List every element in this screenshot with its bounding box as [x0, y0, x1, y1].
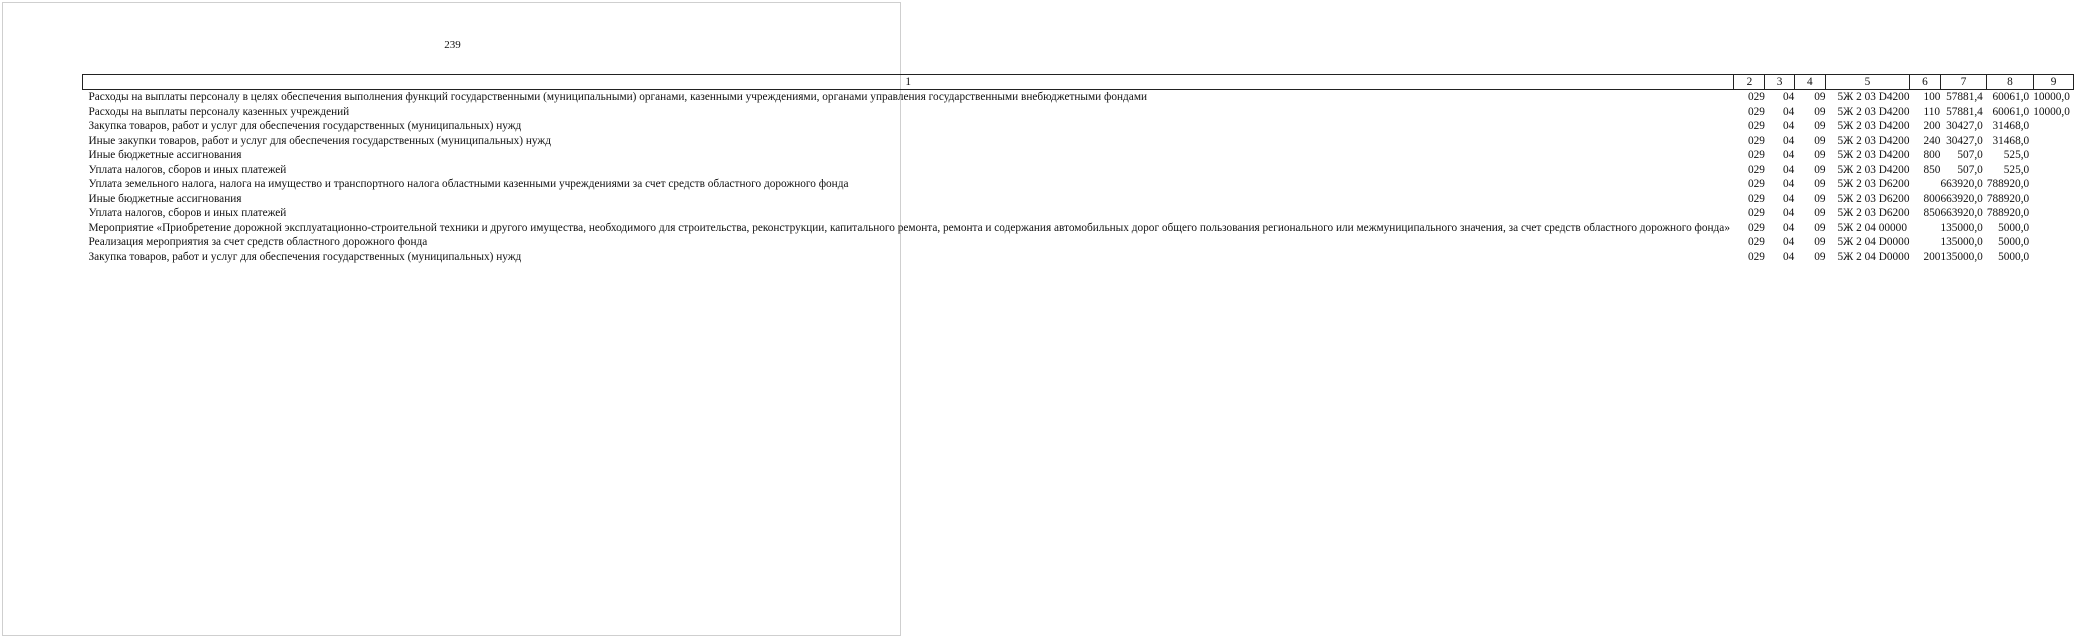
admin-code: 029 — [1747, 163, 1765, 176]
header-cell: 8 — [1987, 75, 2033, 90]
amount-year-1: 663920,0 — [1940, 178, 1983, 190]
table-header-row — [83, 75, 2074, 90]
header-cell: 1 — [83, 75, 1734, 90]
target-article-code: 5Ж 2 04 00000 — [1837, 221, 1907, 234]
admin-code: 029 — [1747, 134, 1765, 147]
admin-code: 029 — [1747, 120, 1765, 132]
expense-type-code: 850 — [1923, 163, 1941, 176]
amount-year-2: 5000,0 — [1998, 236, 2030, 248]
table-row — [83, 206, 2074, 221]
section-code: 04 — [1782, 120, 1795, 132]
amount-year-3 — [2033, 148, 2074, 163]
table-row — [83, 119, 2074, 134]
section-code: 04 — [1782, 105, 1795, 118]
row-description: Расходы на выплаты персоналу в целях обеспечения выполнения функций государственными (муниципальными) органами, казенными учреждениями, органами управления государственными внебюджетными фондами — [88, 91, 1148, 103]
header-cell: 7 — [1940, 75, 1986, 90]
amount-year-3 — [2033, 192, 2074, 207]
amount-year-3 — [2033, 177, 2074, 192]
subsection-code: 09 — [1814, 91, 1826, 103]
table-row — [83, 148, 2074, 163]
target-article-code: 5Ж 2 03 D4200 — [1837, 134, 1910, 147]
amount-year-1: 663920,0 — [1940, 207, 1983, 219]
section-code: 04 — [1782, 236, 1795, 248]
section-code: 04 — [1782, 192, 1795, 205]
section-code: 04 — [1782, 91, 1795, 103]
section-code: 04 — [1782, 149, 1795, 161]
expense-type-code — [1909, 235, 1940, 250]
target-article-code: 5Ж 2 03 D4200 — [1837, 120, 1910, 132]
target-article-code: 5Ж 2 03 D6200 — [1837, 207, 1910, 219]
amount-year-1: 507,0 — [1957, 163, 1983, 176]
target-article-code: 5Ж 2 04 D0000 — [1837, 250, 1910, 263]
admin-code: 029 — [1747, 149, 1765, 161]
amount-year-3 — [2033, 221, 2074, 236]
expense-type-code — [1909, 177, 1940, 192]
table-row — [83, 192, 2074, 207]
amount-year-1: 135000,0 — [1940, 221, 1983, 234]
subsection-code: 09 — [1814, 221, 1826, 234]
row-description: Закупка товаров, работ и услуг для обеспечения государственных (муниципальных) нужд — [88, 120, 522, 132]
row-description: Уплата налогов, сборов и иных платежей — [88, 207, 287, 219]
section-code: 04 — [1782, 163, 1795, 176]
row-description: Иные бюджетные ассигнования — [88, 149, 242, 161]
admin-code: 029 — [1747, 236, 1765, 248]
amount-year-3 — [2033, 235, 2074, 250]
subsection-code: 09 — [1814, 236, 1826, 248]
header-cell: 9 — [2033, 75, 2074, 90]
section-code: 04 — [1782, 207, 1795, 219]
header-cell: 5 — [1826, 75, 1910, 90]
target-article-code: 5Ж 2 03 D6200 — [1837, 178, 1910, 190]
amount-year-3 — [2033, 134, 2074, 149]
subsection-code: 09 — [1814, 192, 1826, 205]
amount-year-2: 525,0 — [2003, 163, 2030, 176]
amount-year-2: 60061,0 — [1992, 91, 2030, 103]
amount-year-1: 663920,0 — [1940, 192, 1983, 205]
header-cell: 4 — [1794, 75, 1825, 90]
target-article-code: 5Ж 2 03 D4200 — [1837, 91, 1910, 103]
amount-year-2: 31468,0 — [1992, 120, 2030, 132]
table-row — [83, 90, 2074, 105]
subsection-code: 09 — [1814, 178, 1826, 190]
target-article-code: 5Ж 2 04 D0000 — [1837, 236, 1910, 248]
admin-code: 029 — [1747, 105, 1765, 118]
expense-type-code: 800 — [1923, 149, 1941, 161]
admin-code: 029 — [1747, 91, 1765, 103]
amount-year-2: 5000,0 — [1998, 250, 2030, 263]
subsection-code: 09 — [1814, 134, 1826, 147]
subsection-code: 09 — [1814, 207, 1826, 219]
amount-year-3: 10000,0 — [2033, 91, 2070, 103]
admin-code: 029 — [1747, 221, 1765, 234]
amount-year-1: 57881,4 — [1946, 91, 1983, 103]
admin-code: 029 — [1747, 250, 1765, 263]
expense-type-code: 240 — [1923, 134, 1941, 147]
section-code: 04 — [1782, 221, 1795, 234]
table-row — [83, 221, 2074, 236]
row-description: Расходы на выплаты персоналу казенных учреждений — [88, 105, 350, 118]
target-article-code: 5Ж 2 03 D4200 — [1837, 163, 1910, 176]
amount-year-1: 57881,4 — [1946, 105, 1983, 118]
amount-year-2: 788920,0 — [1986, 178, 2030, 190]
section-code: 04 — [1782, 134, 1795, 147]
section-code: 04 — [1782, 250, 1795, 263]
target-article-code: 5Ж 2 03 D6200 — [1837, 192, 1910, 205]
row-description: Реализация мероприятия за счет средств областного дорожного фонда — [88, 236, 428, 248]
amount-year-1: 30427,0 — [1946, 134, 1983, 147]
page-number: 239 — [444, 39, 461, 51]
section-code: 04 — [1782, 178, 1795, 190]
expense-type-code: 200 — [1923, 120, 1941, 132]
header-cell: 2 — [1734, 75, 1765, 90]
amount-year-3 — [2033, 250, 2074, 265]
budget-table — [82, 74, 2074, 264]
expense-type-code: 850 — [1923, 207, 1941, 219]
table-row — [83, 163, 2074, 178]
admin-code: 029 — [1747, 192, 1765, 205]
subsection-code: 09 — [1814, 250, 1826, 263]
row-description: Иные закупки товаров, работ и услуг для обеспечения государственных (муниципальных) нужд — [88, 134, 551, 147]
target-article-code: 5Ж 2 03 D4200 — [1837, 105, 1910, 118]
table-row — [83, 250, 2074, 265]
expense-type-code — [1909, 221, 1940, 236]
amount-year-3: 10000,0 — [2033, 105, 2070, 118]
table-row — [83, 177, 2074, 192]
admin-code: 029 — [1747, 207, 1765, 219]
amount-year-3 — [2033, 206, 2074, 221]
row-description: Уплата земельного налога, налога на имущество и транспортного налога областными казенными учреждениями за счет средств областного дорожного фонда — [88, 178, 849, 190]
admin-code: 029 — [1747, 178, 1765, 190]
amount-year-2: 5000,0 — [1998, 221, 2030, 234]
expense-type-code: 110 — [1923, 105, 1941, 118]
amount-year-3 — [2033, 163, 2074, 178]
subsection-code: 09 — [1814, 163, 1826, 176]
amount-year-1: 135000,0 — [1940, 236, 1983, 248]
amount-year-2: 525,0 — [2003, 149, 2030, 161]
row-description: Мероприятие «Приобретение дорожной эксплуатационно-строительной техники и другого имущества, необходимого для строительства, реконструкции, капитального ремонта, ремонта и содержания автомобильных дорог общего пользования регионального или межмуниципального значения, за счет средств областного дорожного фонда» — [88, 221, 1730, 234]
amount-year-2: 788920,0 — [1986, 192, 2030, 205]
expense-type-code: 100 — [1923, 91, 1941, 103]
amount-year-2: 60061,0 — [1992, 105, 2030, 118]
amount-year-3 — [2033, 119, 2074, 134]
table-row — [83, 235, 2074, 250]
amount-year-2: 31468,0 — [1992, 134, 2030, 147]
subsection-code: 09 — [1814, 149, 1826, 161]
table-row — [83, 134, 2074, 149]
target-article-code: 5Ж 2 03 D4200 — [1837, 149, 1910, 161]
expense-type-code: 800 — [1923, 192, 1941, 205]
row-description: Уплата налогов, сборов и иных платежей — [88, 163, 287, 176]
subsection-code: 09 — [1814, 105, 1826, 118]
amount-year-1: 507,0 — [1957, 149, 1983, 161]
table-row — [83, 105, 2074, 120]
row-description: Иные бюджетные ассигнования — [88, 192, 242, 205]
amount-year-1: 30427,0 — [1946, 120, 1983, 132]
subsection-code: 09 — [1814, 120, 1826, 132]
amount-year-2: 788920,0 — [1986, 207, 2030, 219]
amount-year-1: 135000,0 — [1940, 250, 1983, 263]
row-description: Закупка товаров, работ и услуг для обеспечения государственных (муниципальных) нужд — [88, 250, 522, 263]
header-cell: 6 — [1909, 75, 1940, 90]
expense-type-code: 200 — [1923, 250, 1941, 263]
header-cell: 3 — [1765, 75, 1794, 90]
